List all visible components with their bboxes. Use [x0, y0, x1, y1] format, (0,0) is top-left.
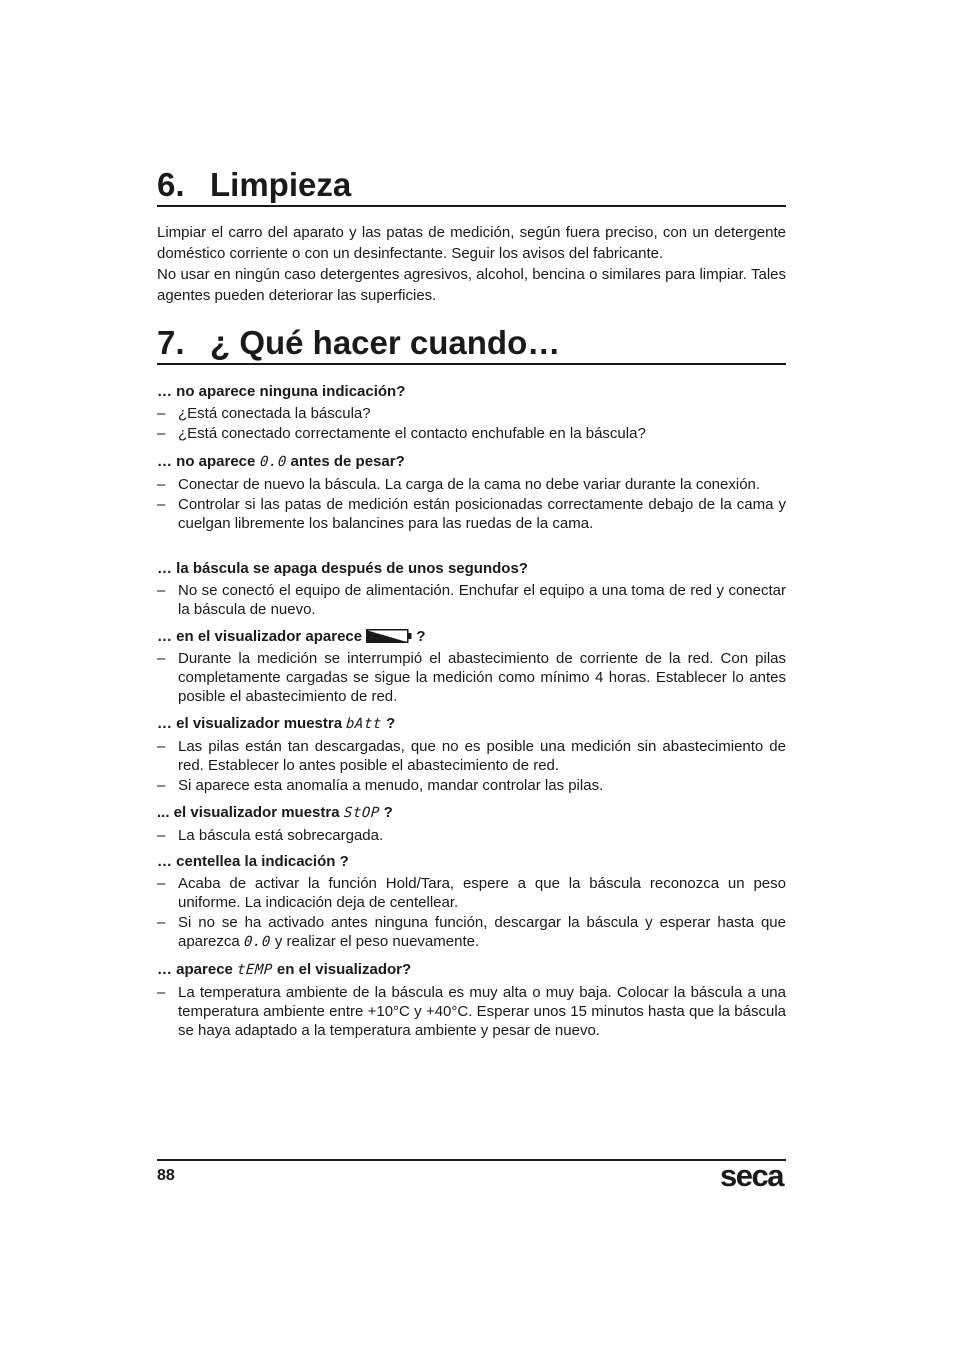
faq-answer: – La báscula está sobrecargada.: [157, 827, 384, 844]
faq-question: … la báscula se apaga después de unos segundos?: [157, 560, 528, 577]
faq-item: [157, 452, 786, 534]
faq-question: ... el visualizador muestra StOP ?: [157, 804, 393, 821]
section-6-paragraph-2: No usar en ningún caso detergentes agresivos, alcohol, bencina o similares para limpiar. Tales agentes pueden deteriorar las superficies.: [157, 266, 786, 304]
faq-answer: – Si aparece esta anomalía a menudo, mandar controlar las pilas.: [157, 777, 604, 794]
faq-item: [157, 559, 786, 620]
section-7-number: 7.: [157, 324, 185, 361]
section-7-title: ¿ Qué hacer cuando…: [210, 324, 561, 361]
faq-item: [157, 714, 786, 796]
faq-item: [157, 382, 786, 444]
footer-rule: [157, 1159, 786, 1161]
faq-answer: – Conectar de nuevo la báscula. La carga de la cama no debe variar durante la conexión.: [157, 476, 761, 493]
faq-item: [157, 960, 786, 1041]
lcd-display-zero: 0.0: [259, 454, 287, 470]
faq-question: … centellea la indicación ?: [157, 853, 349, 870]
faq-question: … no aparece 0.0 antes de pesar?: [157, 453, 405, 470]
section-6-paragraph-1: Limpiar el carro del aparato y las patas de medición, según fuera preciso, con un detergente doméstico corriente o con un desinfectante. Seguir los avisos del fabricante.: [157, 224, 786, 262]
faq-question: … el visualizador muestra bAtt ?: [157, 715, 396, 732]
faq-answer: – No se conectó el equipo de alimentación. Enchufar el equipo a una toma de red y conectar la báscula de nuevo.: [157, 582, 786, 618]
faq-item: [157, 627, 786, 707]
faq-question: … aparece tEMP en el visualizador?: [157, 961, 412, 978]
faq-answer: – Controlar si las patas de medición están posicionadas correctamente debajo de la cama y cuelgan libremente los balancines para las ruedas de la cama.: [157, 496, 786, 532]
faq-answer: – La temperatura ambiente de la báscula es muy alta o muy baja. Colocar la báscula a una temperatura ambiente entre +10°C y +40°C. Esperar unos 15 minutos hasta que la báscula se haya adaptado a la temperatura ambiente y pesar de nuevo.: [157, 984, 786, 1039]
lcd-display-temp: tEMP: [236, 962, 274, 978]
lcd-display-stop: StOP: [343, 805, 381, 821]
lcd-display-batt: bAtt: [345, 716, 383, 732]
faq-answer: – ¿Está conectada la báscula?: [157, 405, 371, 422]
faq-answer: – Acaba de activar la función Hold/Tara, espere a que la báscula reconozca un peso uniforme. La indicación deja de centellear.: [157, 875, 786, 911]
section-6-number: 6.: [157, 166, 185, 203]
faq-answer: – Las pilas están tan descargadas, que no es posible una medición sin abastecimiento de red. Establecer lo antes posible el abastecimiento de red.: [157, 738, 786, 774]
faq-question: … no aparece ninguna indicación?: [157, 383, 406, 400]
section-7-heading: [157, 323, 786, 365]
faq-answer: – ¿Está conectado correctamente el contacto enchufable en la báscula?: [157, 425, 646, 442]
faq-item: [157, 852, 786, 953]
lcd-display-zero: 0.0: [243, 934, 272, 950]
faq-answer: – Durante la medición se interrumpió el abastecimiento de corriente de la red. Con pilas completamente cargadas se sigue la medición como mínimo 4 horas. Establecer lo antes posible el abastecimiento de red.: [157, 650, 786, 705]
battery-low-icon: [366, 629, 412, 643]
seca-logo: seca: [720, 1158, 783, 1193]
section-6-heading: [157, 165, 786, 207]
section-6-title: Limpieza: [210, 166, 352, 203]
faq-item: [157, 803, 786, 846]
faq-question: … en el visualizador aparece ?: [157, 628, 426, 645]
page-number: 88: [157, 1167, 175, 1184]
faq-answer: – Si no se ha activado antes ninguna función, descargar la báscula y esperar hasta que aparezca 0.0 y realizar el peso nuevamente.: [157, 914, 786, 950]
